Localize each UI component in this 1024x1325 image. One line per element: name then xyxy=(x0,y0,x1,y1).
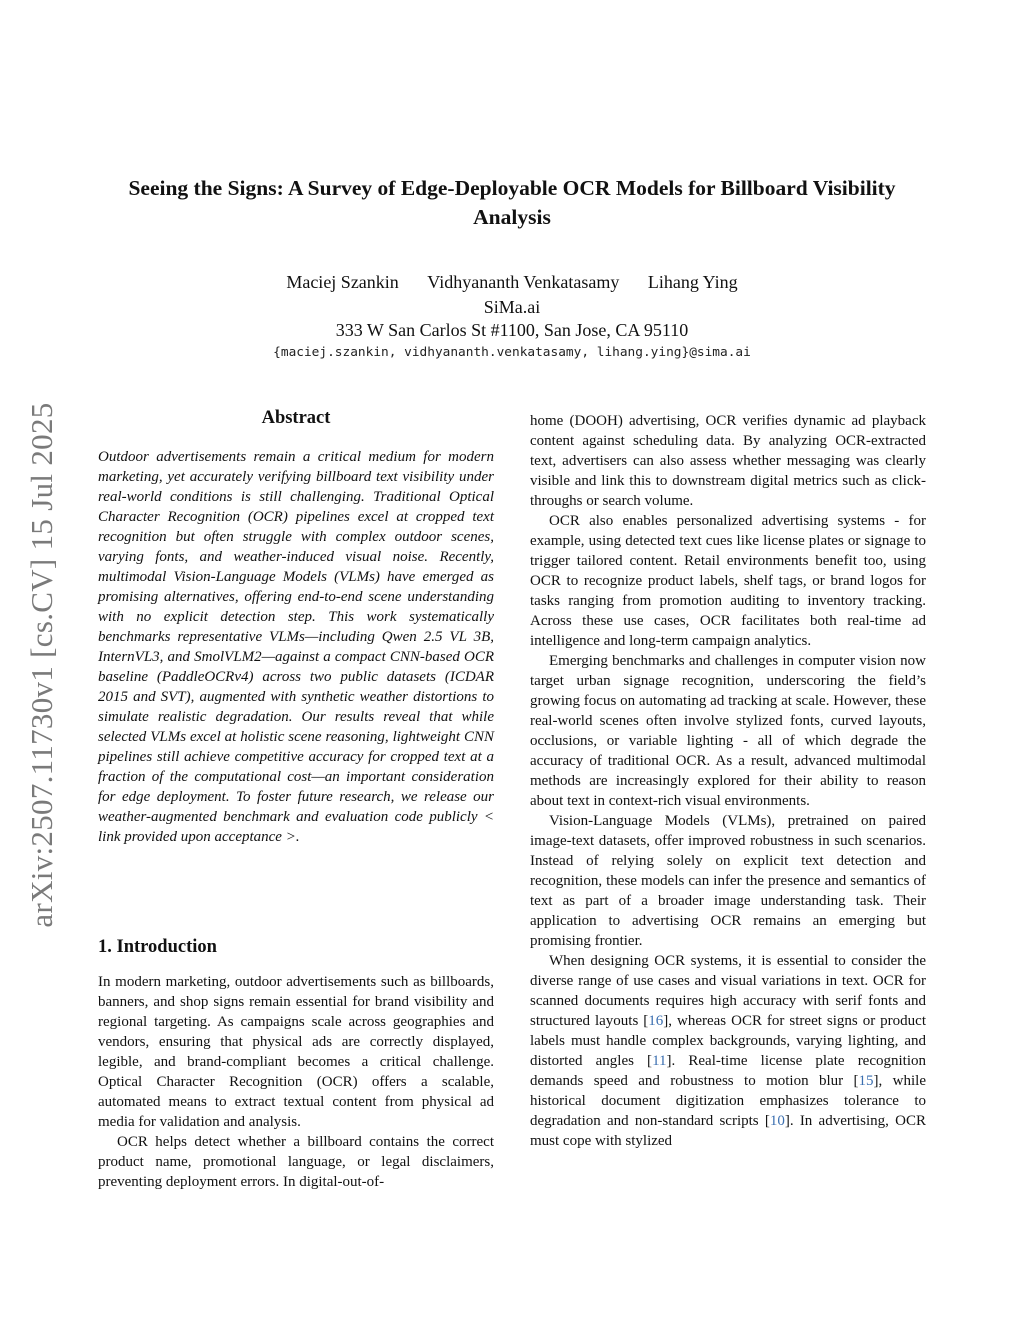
section-heading-introduction: 1. Introduction xyxy=(98,937,217,957)
citation-link[interactable]: 15 xyxy=(858,1073,874,1089)
citation-link[interactable]: 10 xyxy=(769,1113,785,1129)
author-name: Maciej Szankin xyxy=(286,272,399,292)
paragraph-text: ], while historical document digitization emphasizes tolerance to degradation and non-standard scripts [ xyxy=(530,1073,926,1129)
paragraph: OCR also enables personalized advertising systems - for example, using detected text cues like license plates or signage to trigger tailored content. Retail environments benefit too, using OCR to recognize product labels, shelf tags, or brand logos for tasks ranging from promotion auditing to inventory tracking. Across these use cases, OCR facilitates both real-time ad intelligence and long-term campaign analytics. xyxy=(530,513,926,649)
paragraph xyxy=(530,951,926,1151)
paragraph-text: ], whereas OCR for street signs or product labels must handle complex backgrounds, varying lighting, and distorted angles [ xyxy=(530,1013,926,1069)
paragraph-text: ]. In advertising, OCR must cope with stylized xyxy=(530,1113,927,1149)
affiliation: SiMa.ai xyxy=(483,297,541,317)
author-list xyxy=(90,271,934,293)
citation-link[interactable]: 11 xyxy=(652,1053,667,1069)
paragraph: Vision-Language Models (VLMs), pretrained on paired image-text datasets, offer improved robustness in such scenarios. Instead of relying solely on explicit text detection and recognition, these models can infer the presence and semantics of text as part of a broader image understanding task. Their application to advertising OCR remains an emerging but promising frontier. xyxy=(530,813,926,949)
author-emails: {maciej.szankin, vidhyananth.venkatasamy, lihang.ying}@sima.ai xyxy=(273,345,751,360)
paragraph-text: When designing OCR systems, it is essential to consider the diverse range of use cases and visual variations in text. OCR for scanned documents requires high accuracy with serif fonts and structured layouts [ xyxy=(530,953,926,1029)
citation-link[interactable]: 16 xyxy=(648,1013,664,1029)
paragraph: In modern marketing, outdoor advertisements such as billboards, banners, and shop signs remain essential for brand visibility and regional targeting. As campaigns scale across geographies and vendors, ensuring that physical ads are correctly displayed, legible, and brand-compliant becomes a critical challenge. Optical Character Recognition (OCR) offers a scalable, automated means to extract textual content from physical ad media for validation and analysis. xyxy=(98,974,494,1130)
paragraph: Emerging benchmarks and challenges in computer vision now target urban signage recognition, underscoring the field’s growing focus on automating ad tracking at scale. However, these real-world scenes often involve stylized fonts, curved layouts, occlusions, or variable lighting - all of which degrade the accuracy of traditional OCR. As a result, advanced multimodal methods are increasingly explored for their ability to reason about text in context-rich visual environments. xyxy=(530,653,926,809)
arxiv-identifier: arXiv:2507.11730v1 [cs.CV] 15 Jul 2025 xyxy=(24,402,59,928)
paragraph-text: ]. Real-time license plate recognition demands speed and robustness to motion blur [ xyxy=(530,1053,927,1089)
abstract-section xyxy=(98,408,494,847)
paragraph: home (DOOH) advertising, OCR verifies dynamic ad playback content against scheduling data. By analyzing OCR-extracted text, advertisers can also assess whether messaging was clearly visible and link this to downstream digital metrics such as click-throughs or search volume. xyxy=(530,413,926,509)
abstract-heading: Abstract xyxy=(261,408,331,428)
paragraph: OCR helps detect whether a billboard contains the correct product name, promotional language, or legal disclaimers, preventing deployment errors. In digital-out-of- xyxy=(98,1134,494,1190)
paper-title: Seeing the Signs: A Survey of Edge-Deployable OCR Models for Billboard Visibility Analysis xyxy=(128,176,896,229)
author-name: Vidhyananth Venkatasamy xyxy=(427,272,620,292)
introduction-right-column xyxy=(530,411,926,1151)
introduction-left-column xyxy=(98,972,494,1192)
abstract-text: Outdoor advertisements remain a critical medium for modern marketing, yet accurately verifying billboard text visibility under real-world conditions is still challenging. Traditional Optical Character Recognition (OCR) pipelines excel at cropped text recognition but often struggle with complex outdoor scenes, varying fonts, and weather-induced visual noise. Recently, multimodal Vision-Language Models (VLMs) have emerged as promising alternatives, offering end-to-end scene understanding with no explicit detection step. This work systematically benchmarks representative VLMs—including Qwen 2.5 VL 3B, InternVL3, and SmolVLM2—against a compact CNN-based OCR baseline (PaddleOCRv4) across two public datasets (ICDAR 2015 and SVT), augmented with synthetic weather distortions to simulate realistic degradation. Our results reveal that while selected VLMs excel at holistic scene reasoning, lightweight CNN pipelines still achieve competitive accuracy for cropped text at a fraction of the computational cost—an important consideration for edge deployment. To foster future research, we release our weather-augmented benchmark and evaluation code publicly < link provided upon acceptance >. xyxy=(98,449,494,845)
address: 333 W San Carlos St #1100, San Jose, CA 95110 xyxy=(335,320,689,340)
author-name: Lihang Ying xyxy=(647,272,738,292)
